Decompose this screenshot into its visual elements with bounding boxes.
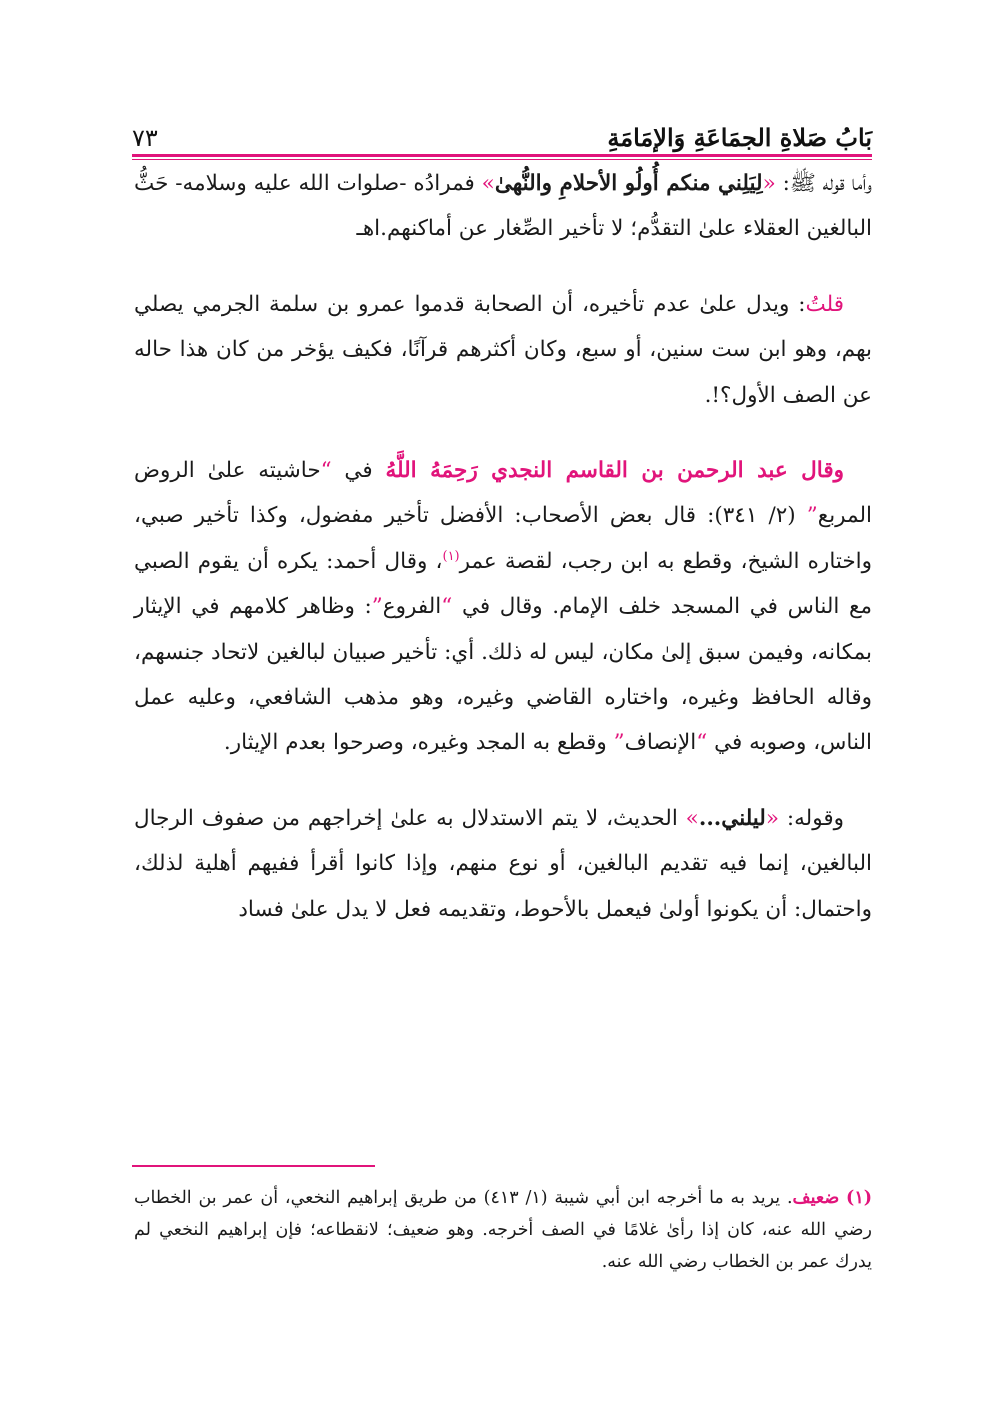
p3-text-h: وقطع به المجد وغيره، وصرحوا بعدم الإيثار. — [223, 730, 614, 756]
p3-quote-open-2: “ — [441, 594, 453, 620]
footnote-text: . يريد به ما أخرجه ابن أبي شيبة (١/ ٤١٣) من طريق إبراهيم النخعي، أن عمر بن الخطاب رضي الله عنه، كان إذا رأىٰ غلامًا في الصف أخرجه. وهو ضعيف؛ لانقطاعه؛ فإن إبراهيم النخعي لم يدرك عمر بن الخطاب رضي الله عنه. — [134, 1188, 872, 1272]
p3-text-a: في — [331, 458, 386, 484]
header-rule-thin — [132, 159, 872, 160]
p3-quote-open-3: “ — [696, 730, 708, 756]
p4-hadith-quote: ليلني... — [698, 805, 766, 831]
p1-text-a: وأما قوله ﷺ: — [775, 171, 872, 196]
p3-quote-close-3: ” — [613, 730, 625, 756]
p2-text: : ويدل علىٰ عدم تأخيره، أن الصحابة قدموا عمرو بن سلمة الجرمي يصلي بهم، وهو ابن ست سنين، أو سبع، وكان أكثرهم قرآنًا، فكيف يؤخر من كان هذا حاله عن الصف الأول؟!. — [134, 291, 872, 408]
p4-quote-close: » — [685, 805, 699, 831]
page-number: ٧٣ — [132, 124, 158, 152]
p1-quote-close: » — [481, 171, 495, 196]
main-text — [134, 161, 872, 932]
p3-quote-close-1: ” — [806, 503, 818, 529]
paragraph-1 — [134, 161, 872, 252]
p3-text-d: ، وقال أحمد: يكره أن يقوم الصبي مع الناس في المسجد خلف الإمام. وقال في — [134, 548, 873, 620]
p4-text-a: وقوله: — [779, 805, 844, 831]
p3-text-c: (٢/ ٣٤١): قال بعض الأصحاب: الأفضل تأخير مفضول، وكذا تأخير صبي، واختاره الشيخ، وقطع به ابن رجب، لقصة عمر — [134, 503, 873, 574]
p1-text-c: فمرادُه -صلوات الله عليه وسلامه- حَثُّ البالغين العقلاء علىٰ التقدُّم؛ لا تأخير الصِّغار عن أماكنهم.اهـ — [134, 171, 872, 242]
p3-quote-open-1: “ — [320, 458, 332, 484]
footnote — [134, 1182, 872, 1278]
footnote-reference[interactable]: (١) — [442, 548, 460, 564]
paragraph-4 — [134, 796, 872, 932]
header-rule-thick — [132, 154, 872, 157]
p4-quote-open: « — [765, 805, 780, 831]
p2-label-qultu: قلتُ — [805, 291, 844, 317]
p3-book-title: حاشيته علىٰ الروض المربع — [134, 458, 872, 529]
paragraph-3 — [134, 448, 872, 766]
p3-text-f: : وظاهر كلامهم في الإيثار بمكانه، وفيمن سبق إلىٰ مكان، ليس له ذلك. أي: تأخير صبيان لبالغين لاتحاد جنسهم، وقاله الحافظ وغيره، واختاره القاضي وغيره، وهو مذهب الشافعي، وعليه عمل الناس، وصوبه في — [134, 594, 872, 756]
footnote-grade-label: ضعيف — [792, 1188, 840, 1208]
p1-hadith-quote: لِيَلِني منكم أُولُو الأحلامِ والنُّهىٰ — [494, 171, 763, 196]
footnote-separator — [132, 1165, 375, 1167]
chapter-title: بَابُ صَلاةِ الجمَاعَةِ وَالإمَامَةِ — [607, 123, 872, 152]
p3-book-insaf: الإنصاف — [624, 730, 697, 756]
p3-quote-close-2: ” — [371, 594, 383, 620]
p3-scholar-name: وقال عبد الرحمن بن القاسم النجدي رَحِمَهُ اللَّهُ — [385, 458, 844, 484]
footnote-number: (١) — [846, 1188, 872, 1208]
p3-book-furu: الفروع — [382, 594, 442, 620]
paragraph-2 — [134, 282, 872, 418]
p1-quote-open: « — [762, 171, 776, 196]
page-header — [132, 112, 872, 152]
p4-text-c: الحديث، لا يتم الاستدلال به علىٰ إخراجهم من صفوف الرجال البالغين، إنما فيه تقديم البالغين، أو نوع منهم، وإذا كانوا أقرأ ففيهم أهلية لذلك، واحتمال: أن يكونوا أولىٰ فيعمل بالأحوط، وتقديمه فعل لا يدل علىٰ فساد — [134, 805, 872, 922]
